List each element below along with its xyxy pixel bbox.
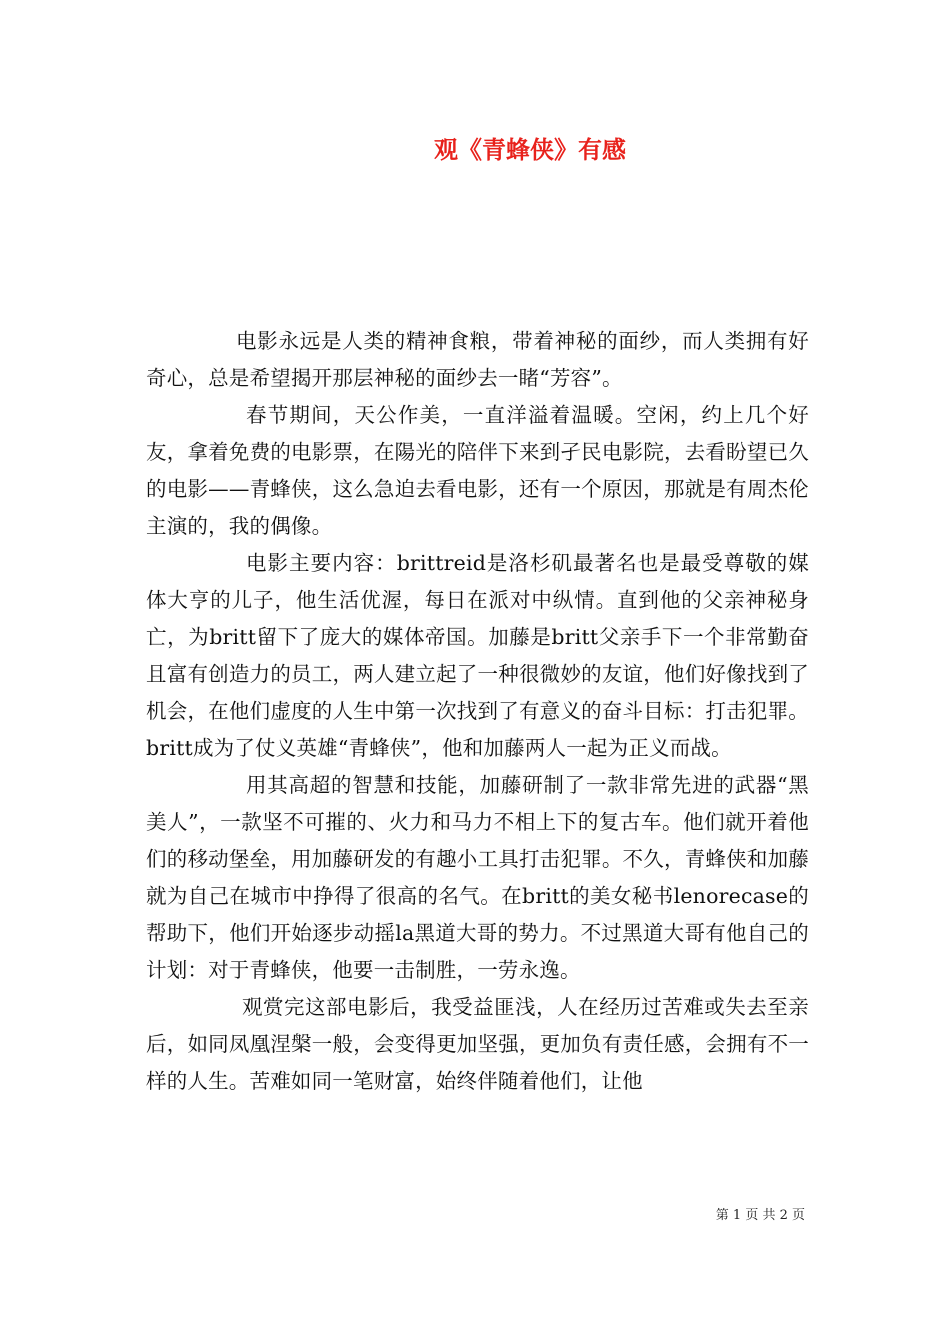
paragraph-intro: 电影永远是人类的精神食粮，带着神秘的面纱，而人类拥有好奇心，总是希望揭开那层神秘的面纱去一睹“芳容”。 bbox=[146, 329, 809, 390]
paragraph-spring-festival: 春节期间，天公作美，一直洋溢着温暖。空闲，约上几个好友，拿着免费的电影票，在陽光的陪伴下来到孑民电影院，去看盼望已久的电影——青蜂侠，这么急迫去看电影，还有一个原因，那就是有周杰伦主演的，我的偶像。 bbox=[146, 403, 809, 538]
document-title: 观《青蜂侠》有感 bbox=[434, 135, 626, 164]
document-body bbox=[146, 323, 809, 1100]
paragraph-plot-summary: 电影主要内容：brittreid是洛杉矶最著名也是最受尊敬的媒体大亨的儿子，他生活优渥，每日在派对中纵情。直到他的父亲神秘身亡，为britt留下了庞大的媒体帝国。加藤是britt父亲手下一个非常勤奋且富有创造力的员工，两人建立起了一种很微妙的友谊，他们好像找到了机会，在他们虚度的人生中第一次找到了有意义的奋斗目标：打击犯罪。britt成为了仗义英雄“青蜂侠”，他和加藤两人一起为正义而战。 bbox=[146, 551, 809, 760]
page-number-footer: 第 1 页 共 2 页 bbox=[715, 1208, 805, 1223]
paragraph-black-beauty: 用其高超的智慧和技能，加藤研制了一款非常先进的武器“黑美人”，一款坚不可摧的、火力和马力不相上下的复古车。他们就开着他们的移动堡垒，用加藤研发的有趣小工具打击犯罪。不久，青蜂侠和加藤就为自己在城市中挣得了很高的名气。在britt的美女秘书lenorecase的帮助下，他们开始逐步动摇la黑道大哥的势力。不过黑道大哥有他自己的计划：对于青蜂侠，他要一击制胜，一劳永逸。 bbox=[146, 773, 809, 982]
paragraph-reflection: 观赏完这部电影后，我受益匪浅，人在经历过苦难或失去至亲后，如同凤凰涅槃一般，会变得更加坚强，更加负有责任感，会拥有不一样的人生。苦难如同一笔财富，始终伴随着他们，让他 bbox=[146, 995, 809, 1093]
